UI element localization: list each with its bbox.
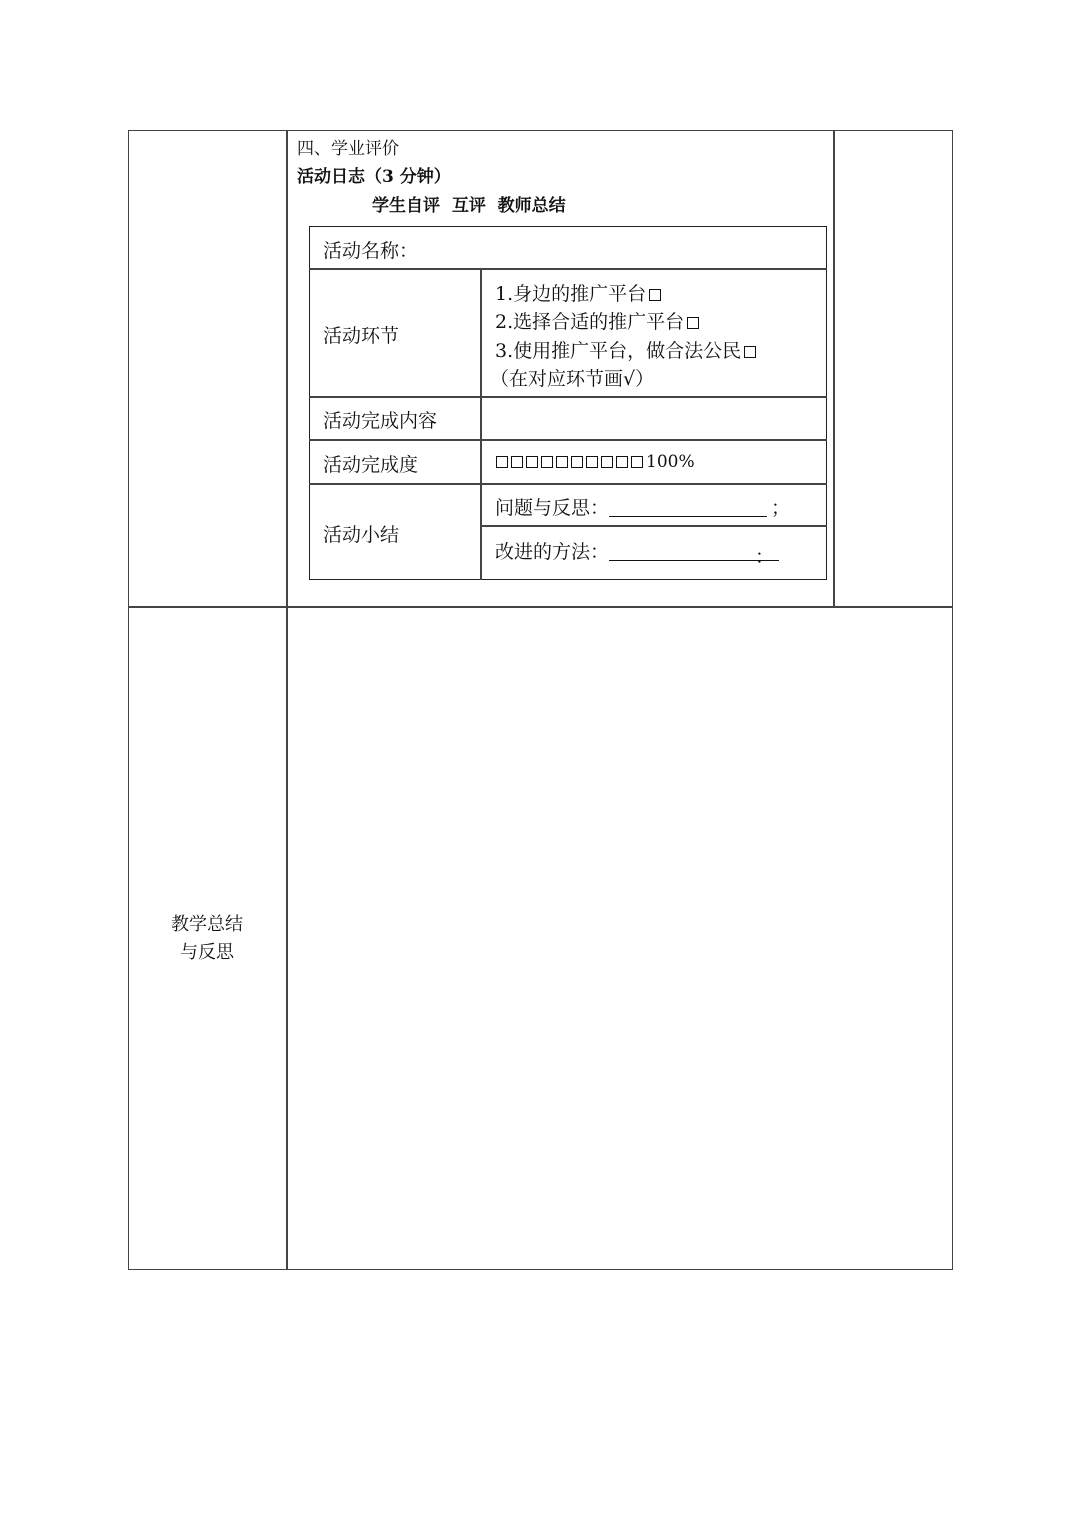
activity-name-label: 活动名称： — [323, 240, 419, 262]
activity-step-3 — [495, 336, 756, 363]
checkbox-step-3[interactable] — [744, 346, 756, 358]
teaching-summary-label-line2: 与反思 — [180, 942, 234, 963]
evaluation-modes: 学生自评 互评 教师总结 — [372, 196, 566, 216]
reflection-end: ； — [771, 497, 791, 519]
completion-box-4[interactable] — [541, 456, 553, 468]
reflection-label: 问题与反思： — [495, 497, 610, 519]
improve-label: 改进的方法： — [495, 541, 610, 563]
improve-blank[interactable] — [609, 544, 779, 568]
activity-steps-label: 活动环节 — [323, 325, 400, 347]
activity-step-2 — [495, 307, 699, 334]
inner-row-line-4 — [309, 483, 827, 485]
completion-box-10[interactable] — [631, 456, 643, 468]
completion-box-3[interactable] — [526, 456, 538, 468]
completion-boxes — [496, 450, 646, 472]
completion-box-5[interactable] — [556, 456, 568, 468]
teaching-summary-label — [128, 911, 286, 967]
activity-step-1-text: 1.身边的推广平台 — [495, 283, 647, 305]
inner-row-line-2 — [309, 396, 827, 398]
completion-box-1[interactable] — [496, 456, 508, 468]
reflection-row — [495, 493, 790, 520]
inner-column-line — [480, 268, 482, 580]
completion-end-label: 100% — [646, 452, 695, 472]
improve-end: ： — [755, 546, 775, 568]
activity-content-label: 活动完成内容 — [323, 410, 438, 432]
checkbox-step-2[interactable] — [687, 317, 699, 329]
teaching-summary-label-line1: 教学总结 — [171, 914, 243, 935]
teaching-summary-content[interactable] — [290, 610, 950, 1266]
activity-log-title: 活动日志（3 分钟） — [297, 167, 451, 187]
inner-row-line-1 — [309, 268, 827, 270]
left-column-divider — [286, 130, 288, 1270]
completion-box-2[interactable] — [511, 456, 523, 468]
activity-step-3-text: 3.使用推广平台，做合法公民 — [495, 340, 742, 362]
inner-row-line-5 — [480, 525, 827, 527]
row-divider — [128, 606, 953, 608]
completion-box-6[interactable] — [571, 456, 583, 468]
activity-summary-label: 活动小结 — [323, 524, 400, 546]
activity-completion-label: 活动完成度 — [323, 454, 419, 476]
activity-step-2-text: 2.选择合适的推广平台 — [495, 311, 685, 333]
completion-box-9[interactable] — [616, 456, 628, 468]
improve-row — [495, 537, 779, 568]
checkbox-step-1[interactable] — [649, 289, 661, 301]
activity-steps-note: （在对应环节画√） — [490, 368, 655, 390]
activity-step-1 — [495, 279, 661, 306]
completion-box-8[interactable] — [601, 456, 613, 468]
right-column-divider — [833, 130, 835, 607]
inner-row-line-3 — [309, 439, 827, 441]
reflection-blank[interactable] — [609, 500, 767, 517]
section-heading: 四、学业评价 — [297, 139, 399, 159]
completion-scale — [496, 450, 695, 472]
completion-box-7[interactable] — [586, 456, 598, 468]
